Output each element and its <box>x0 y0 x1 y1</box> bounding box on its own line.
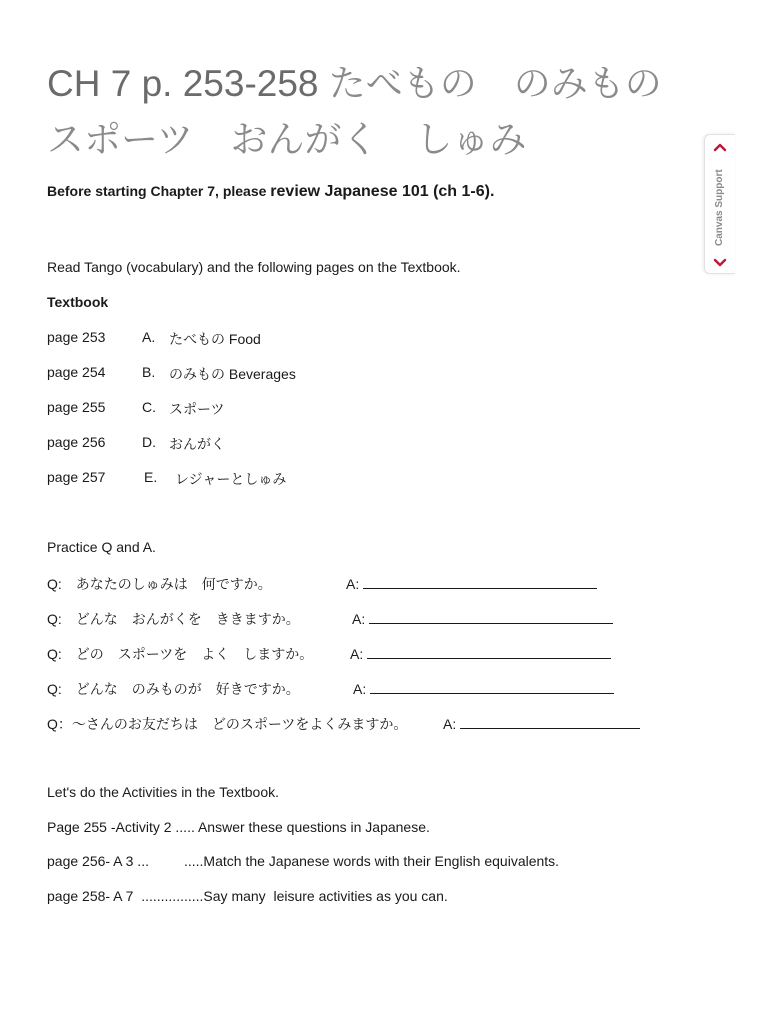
practice-question: Q: あなたのしゅみは 何ですか。 <box>47 576 272 592</box>
intro-text <box>47 183 494 201</box>
textbook-topic: スポーツ <box>169 401 225 417</box>
practice-row <box>47 644 687 664</box>
canvas-support-label[interactable]: Canvas Support <box>714 169 725 247</box>
answer-blank[interactable] <box>460 714 640 729</box>
activity-item: page 258- A 7 ................Say many leisure activities as you can. <box>47 888 448 904</box>
answer-blank[interactable] <box>369 609 613 624</box>
answer-label: A: <box>346 576 360 592</box>
read-instruction: Read Tango (vocabulary) and the following pages on the Textbook. <box>47 259 461 275</box>
practice-row <box>47 609 687 629</box>
chevron-up-icon[interactable] <box>713 141 727 153</box>
textbook-page: page 255 <box>47 399 106 415</box>
page-title <box>47 56 707 168</box>
answer-label: A: <box>353 681 367 697</box>
textbook-letter: C. <box>142 399 156 415</box>
title-jp-line1: たべもの のみもの <box>328 63 662 104</box>
textbook-topic: たべもの Food <box>169 331 261 347</box>
textbook-topic: のみもの Beverages <box>169 366 296 382</box>
answer-blank[interactable] <box>367 644 611 659</box>
title-jp-line2: スポーツ おんがく しゅみ <box>47 119 527 160</box>
answer-label: A: <box>443 716 457 732</box>
practice-question: Q：～さんのお友だちは どのスポーツをよくみますか。 <box>47 716 408 732</box>
intro-emphasis: review Japanese 101 (ch 1-6). <box>270 183 495 200</box>
practice-question: Q: どんな おんがくを ききますか。 <box>47 611 300 627</box>
textbook-item <box>47 364 447 384</box>
answer-blank[interactable] <box>363 574 597 589</box>
textbook-topic: おんがく <box>169 436 225 452</box>
answer-label: A: <box>352 611 366 627</box>
textbook-item <box>47 329 447 349</box>
activities-heading: Let's do the Activities in the Textbook. <box>47 784 279 800</box>
activity-item: Page 255 -Activity 2 ..... Answer these questions in Japanese. <box>47 819 430 835</box>
canvas-support-widget[interactable] <box>704 134 735 274</box>
textbook-letter: A. <box>142 329 156 345</box>
chevron-down-icon[interactable] <box>713 257 727 269</box>
intro-prefix: Before starting Chapter 7, please <box>47 183 267 199</box>
textbook-page: page 254 <box>47 364 106 380</box>
textbook-letter: E. <box>144 469 158 485</box>
answer-label: A: <box>350 646 364 662</box>
textbook-page: page 253 <box>47 329 106 345</box>
practice-heading: Practice Q and A. <box>47 539 156 555</box>
practice-question: Q: どの スポーツを よく しますか。 <box>47 646 314 662</box>
answer-blank[interactable] <box>370 679 614 694</box>
textbook-page: page 257 <box>47 469 106 485</box>
practice-row <box>47 679 687 699</box>
practice-question: Q: どんな のみものが 好きですか。 <box>47 681 300 697</box>
textbook-letter: D. <box>142 434 156 450</box>
textbook-item <box>47 434 447 454</box>
textbook-letter: B. <box>142 364 156 380</box>
practice-row <box>47 574 687 594</box>
title-latin: CH 7 p. 253-258 <box>47 63 319 104</box>
activity-item: page 256- A 3 ... .....Match the Japanese words with their English equivalents. <box>47 853 560 869</box>
textbook-topic: レジャーとしゅみ <box>175 471 287 487</box>
textbook-page: page 256 <box>47 434 106 450</box>
practice-row <box>47 714 687 734</box>
textbook-item <box>47 399 447 419</box>
textbook-item <box>47 469 447 489</box>
textbook-heading: Textbook <box>47 294 109 310</box>
